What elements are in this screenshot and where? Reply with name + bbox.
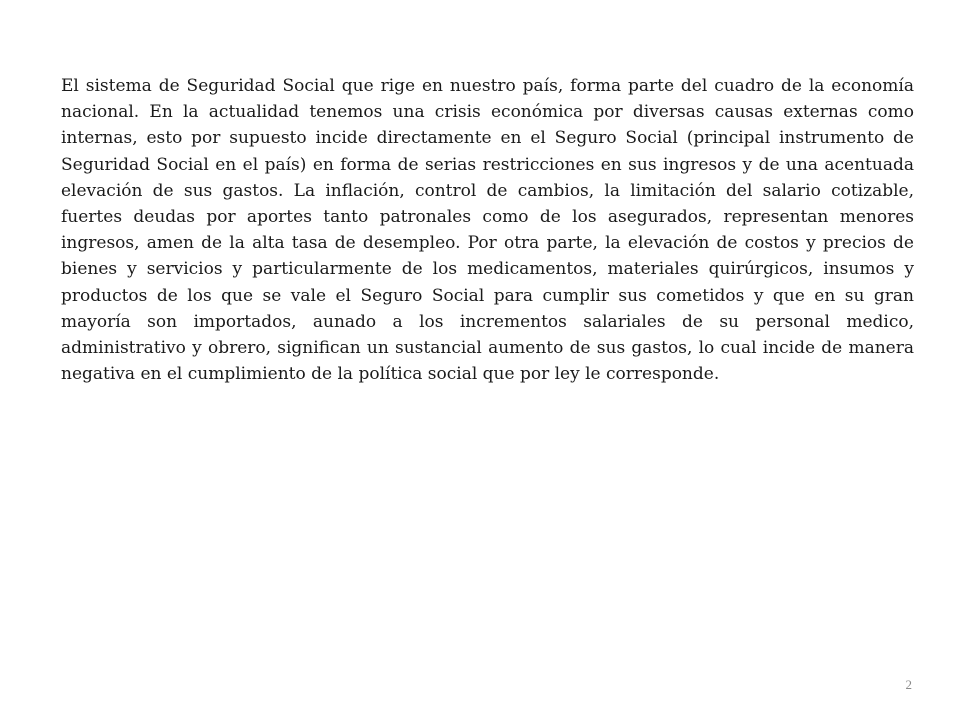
body-paragraph: El sistema de Seguridad Social que rige en nuestro país, forma parte del cuadro de la economía nacional. En la actualidad tenemos una crisis económica por diversas causas externas como internas, esto por supuesto incide directamente en el Seguro Social (principal instrumento de Seguridad Social en el país) en forma de serias restricciones en sus ingresos y de una acentuada elevación de sus gastos. La inflación, control de cambios, la limitación del salario cotizable, fuertes deudas por aportes tanto patronales como de los asegurados, representan menores ingresos, amen de la alta tasa de desempleo. Por otra parte, la elevación de costos y precios de bienes y servicios y particularmente de los medicamentos, materiales quirúrgicos, insumos y productos de los que se vale el Seguro Social para cumplir sus cometidos y que en su gran mayoría son importados, aunado a los incrementos salariales de su personal medico, administrativo y obrero, significan un sustancial aumento de sus gastos, lo cual incide de manera negativa en el cumplimiento de la política social que por ley le corresponde. (61, 76, 914, 385)
page-number: 2 (905, 677, 912, 692)
